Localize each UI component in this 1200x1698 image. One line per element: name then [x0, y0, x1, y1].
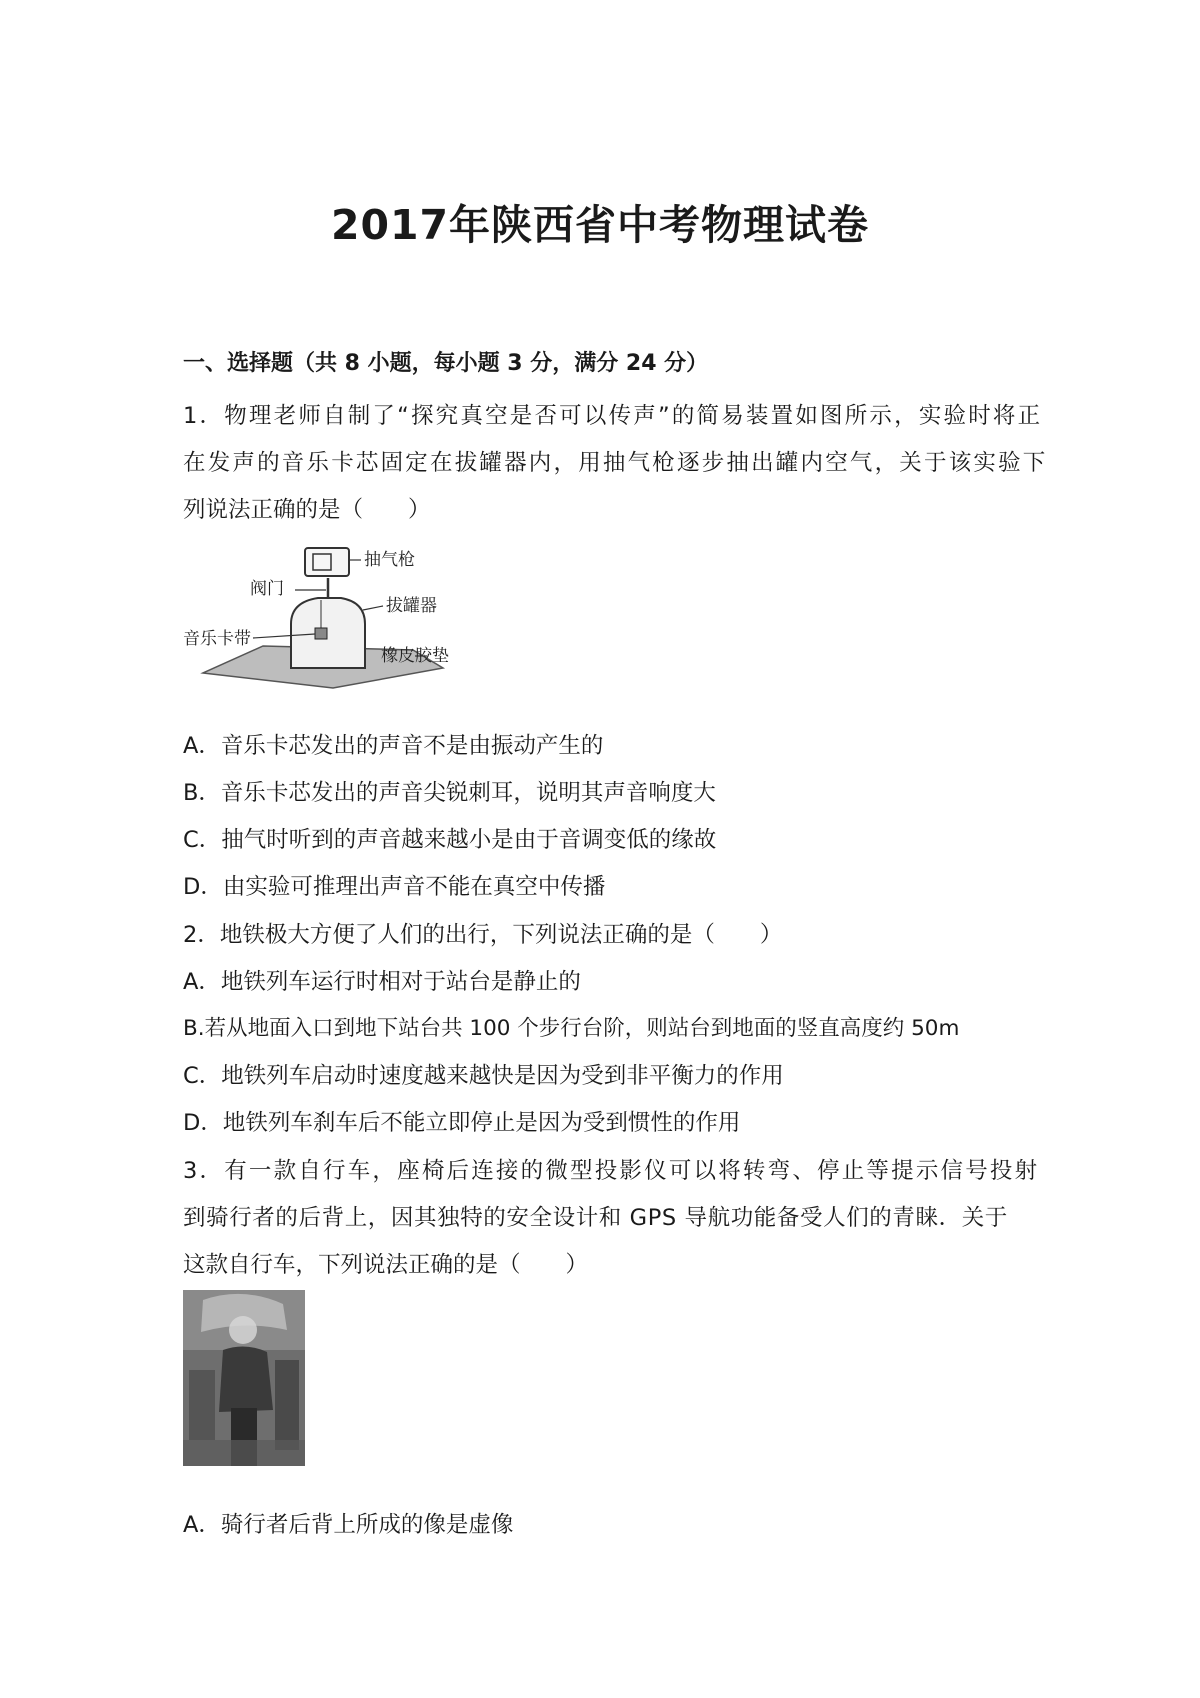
cup-shape — [291, 598, 365, 668]
page-title: 2017年陕西省中考物理试卷 — [330, 201, 870, 249]
question-2-option-c: C．地铁列车启动时速度越来越快是因为受到非平衡力的作用 — [183, 1063, 784, 1089]
question-3-option-a: A．骑行者后背上所成的像是虚像 — [183, 1512, 514, 1538]
question-1-line-3: 列说法正确的是（ ） — [183, 497, 431, 523]
question-1-option-c: C．抽气时听到的声音越来越小是由于音调变低的缘故 — [183, 827, 717, 853]
question-2-option-b: B.若从地面入口到地下站台共 100 个步行台阶，则站台到地面的竖直高度约 50m — [183, 1016, 960, 1041]
question-1-option-d: D．由实验可推理出声音不能在真空中传播 — [183, 874, 606, 900]
question-2-stem: 2．地铁极大方便了人们的出行，下列说法正确的是（ ） — [183, 922, 783, 948]
question-2-option-d: D．地铁列车刹车后不能立即停止是因为受到惯性的作用 — [183, 1110, 741, 1136]
question-3-line-1: 3．有一款自行车，座椅后连接的微型投影仪可以将转弯、停止等提示信号投射 — [183, 1158, 1040, 1184]
question-1-option-a: A．音乐卡芯发出的声音不是由振动产生的 — [183, 733, 604, 759]
pad-label: 橡皮胶垫 — [381, 646, 449, 666]
question-1-option-b: B．音乐卡芯发出的声音尖锐刺耳，说明其声音响度大 — [183, 780, 716, 806]
vacuum-sound-apparatus-figure — [183, 538, 463, 698]
question-3-line-3: 这款自行车，下列说法正确的是（ ） — [183, 1252, 589, 1278]
valve-label: 阀门 — [250, 579, 284, 599]
music-card-shape — [315, 628, 327, 639]
question-1-line-2: 在发声的音乐卡芯固定在拔罐器内，用抽气枪逐步抽出罐内空气，关于该实验下 — [183, 450, 1048, 476]
cup-label: 拔罐器 — [386, 596, 437, 616]
pump-icon — [305, 548, 349, 576]
pump-label: 抽气枪 — [364, 550, 415, 570]
section-heading: 一、选择题（共 8 小题，每小题 3 分，满分 24 分） — [183, 351, 709, 376]
question-3-line-2: 到骑行者的后背上，因其独特的安全设计和 GPS 导航功能备受人们的青睐．关于 — [183, 1205, 1008, 1231]
bicycle-projector-photo — [183, 1290, 305, 1466]
question-2-option-a: A．地铁列车运行时相对于站台是静止的 — [183, 969, 581, 995]
question-1-line-1: 1．物理老师自制了“探究真空是否可以传声”的简易装置如图所示，实验时将正 — [183, 403, 1043, 429]
card-label: 音乐卡带 — [183, 629, 251, 649]
